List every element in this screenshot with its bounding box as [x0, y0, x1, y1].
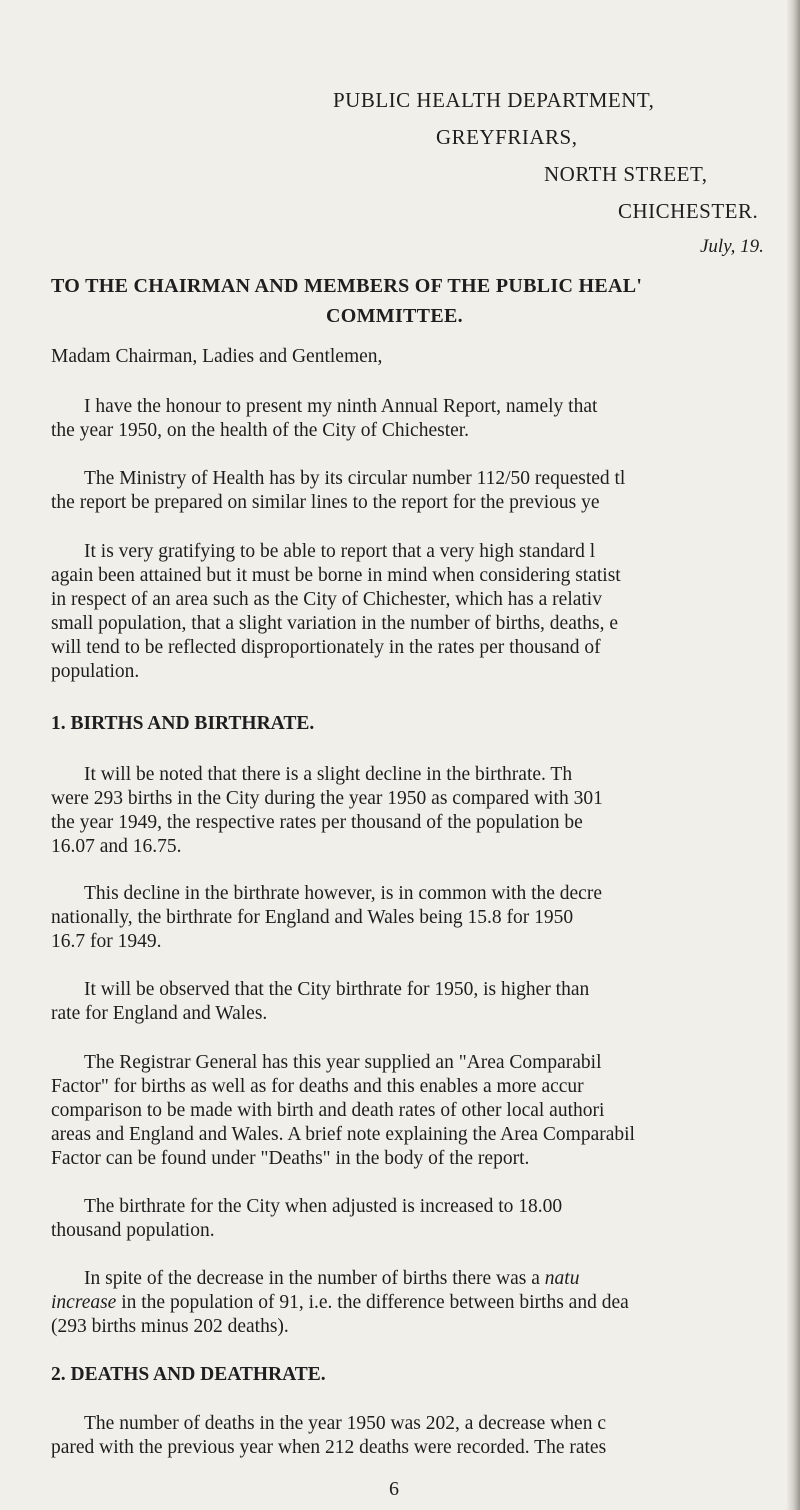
- page-edge-shadow: [786, 0, 800, 1510]
- text-line: will tend to be reflected disproportionately in the rates per thousand of: [51, 637, 601, 658]
- text-line: [51, 1292, 629, 1314]
- text-line: small population, that a slight variation in the number of births, deaths, e: [51, 613, 619, 634]
- text-line: the year 1950, on the health of the City of Chichester.: [51, 420, 470, 441]
- address-line-4: CHICHESTER.: [618, 199, 759, 223]
- text-line: This decline in the birthrate however, is in common with the decre: [84, 883, 602, 904]
- text-line: (293 births minus 202 deaths).: [51, 1316, 289, 1337]
- text-line: It will be noted that there is a slight decline in the birthrate. Th: [84, 764, 573, 785]
- text-line: I have the honour to present my ninth Annual Report, namely that: [84, 396, 598, 417]
- text-line: in respect of an area such as the City of Chichester, which has a relativ: [51, 589, 602, 610]
- text-line: again been attained but it must be borne in mind when considering statist: [51, 565, 621, 586]
- text-line: 16.7 for 1949.: [51, 931, 162, 952]
- text-line: The Ministry of Health has by its circular number 112/50 requested tl: [84, 468, 626, 489]
- text-line: Factor" for births as well as for deaths and this enables a more accur: [51, 1076, 584, 1097]
- text-line: Factor can be found under "Deaths" in the body of the report.: [51, 1148, 530, 1169]
- address-line-1: PUBLIC HEALTH DEPARTMENT,: [333, 88, 655, 112]
- text-line: nationally, the birthrate for England and Wales being 15.8 for 1950: [51, 907, 574, 928]
- address-line-3: NORTH STREET,: [544, 162, 708, 186]
- page-number: 6: [389, 1478, 399, 1500]
- address-line-2: GREYFRIARS,: [436, 125, 578, 149]
- italic-run: natu: [544, 1268, 580, 1289]
- text-line: comparison to be made with birth and death rates of other local authori: [51, 1100, 605, 1121]
- salutation: Madam Chairman, Ladies and Gentlemen,: [51, 346, 383, 367]
- text-line: It is very gratifying to be able to report that a very high standard l: [84, 541, 596, 562]
- text-run: in the population of 91, i.e. the difference between births and dea: [116, 1292, 629, 1313]
- text-line: The number of deaths in the year 1950 was 202, a decrease when c: [84, 1413, 606, 1434]
- text-line: were 293 births in the City during the year 1950 as compared with 301: [51, 788, 603, 809]
- letter-date: July, 19.: [700, 236, 764, 257]
- text-line: the year 1949, the respective rates per thousand of the population be: [51, 812, 583, 833]
- text-line: pared with the previous year when 212 deaths were recorded. The rates: [51, 1437, 607, 1458]
- addressee-line-1: TO THE CHAIRMAN AND MEMBERS OF THE PUBLIC HEAL': [51, 275, 643, 297]
- text-line: the report be prepared on similar lines to the report for the previous ye: [51, 492, 600, 513]
- text-line: 16.07 and 16.75.: [51, 836, 182, 857]
- text-line: The Registrar General has this year supplied an "Area Comparabil: [84, 1052, 602, 1073]
- italic-run: increase: [51, 1292, 117, 1313]
- text-line: population.: [51, 661, 140, 682]
- section-heading-births: 1. BIRTHS AND BIRTHRATE.: [51, 713, 315, 734]
- text-line: areas and England and Wales. A brief note explaining the Area Comparabil: [51, 1124, 635, 1145]
- text-line: The birthrate for the City when adjusted is increased to 18.00: [84, 1196, 563, 1217]
- text-run: In spite of the decrease in the number of births there was a: [84, 1268, 545, 1289]
- text-line: thousand population.: [51, 1220, 215, 1241]
- section-heading-deaths: 2. DEATHS AND DEATHRATE.: [51, 1364, 326, 1385]
- text-line: rate for England and Wales.: [51, 1003, 268, 1024]
- addressee-line-2: COMMITTEE.: [326, 305, 463, 327]
- text-line: [84, 1268, 579, 1290]
- text-line: It will be observed that the City birthrate for 1950, is higher than: [84, 979, 590, 1000]
